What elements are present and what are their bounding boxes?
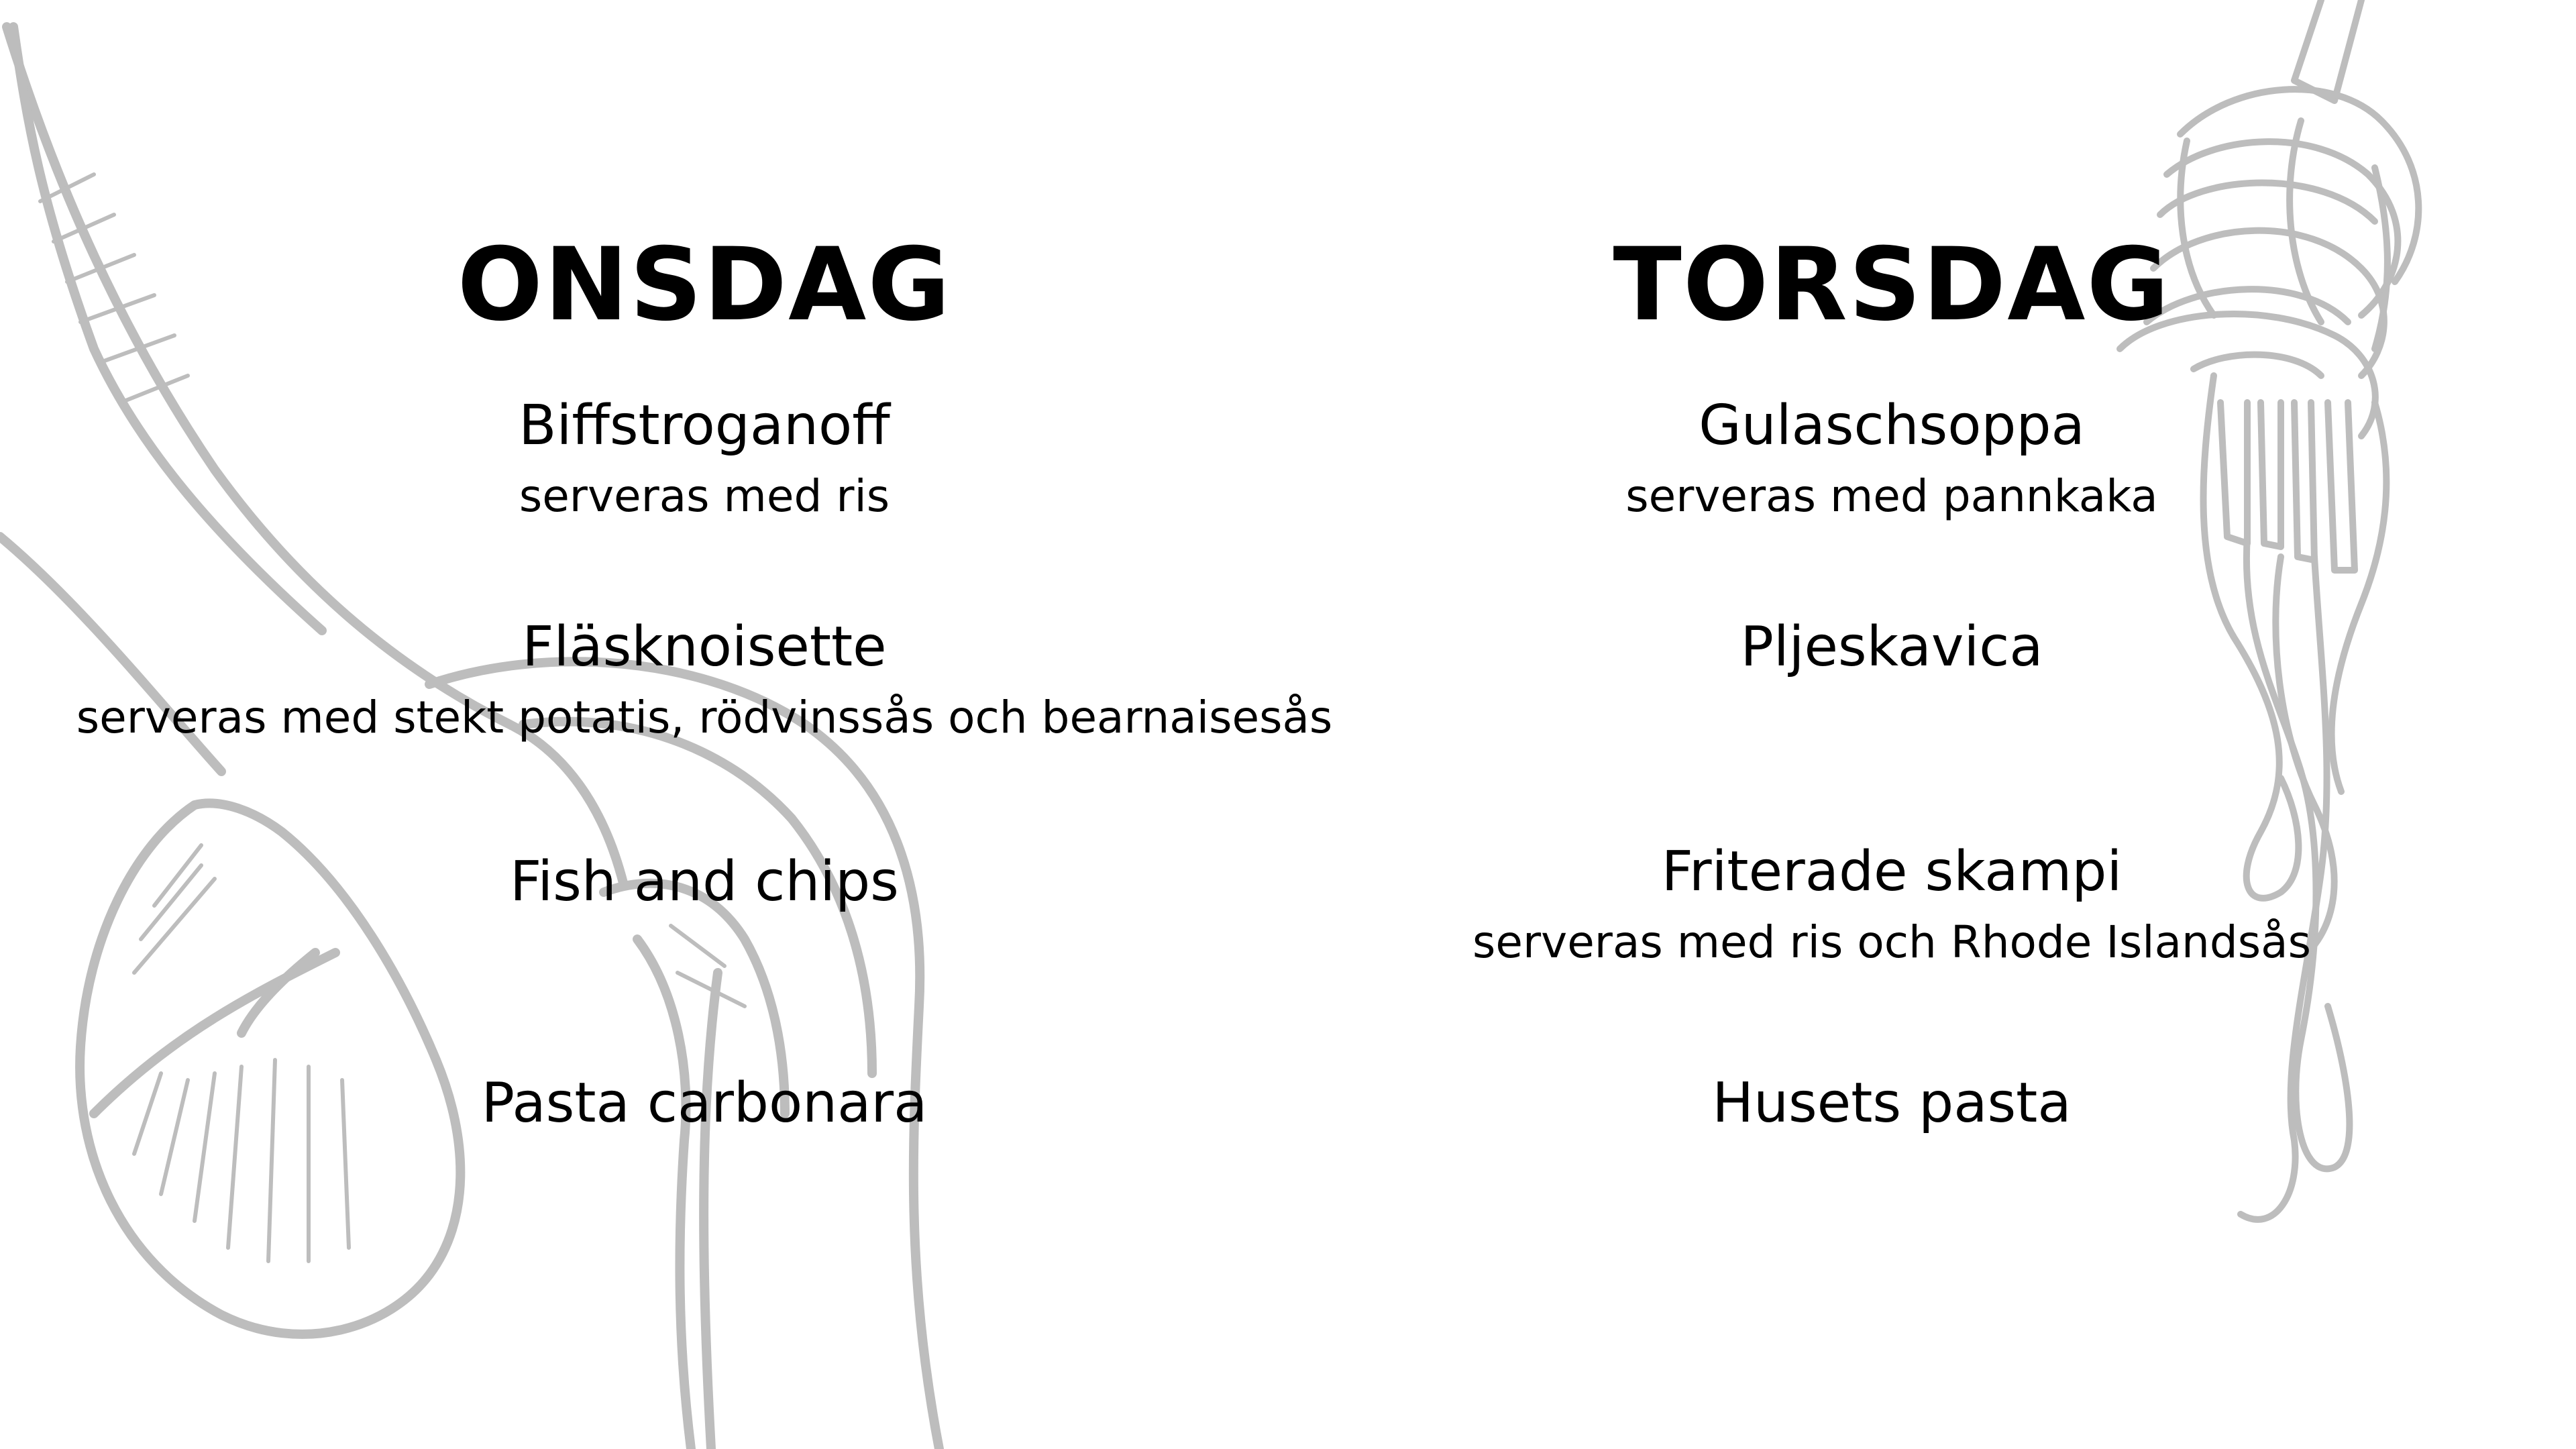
dish-name: Biffstroganoff — [519, 394, 890, 458]
dish-description: serveras med ris och Rhode Islandsås — [1472, 916, 2311, 968]
dish-item — [1409, 835, 2375, 976]
dish-name: Husets pasta — [1712, 1071, 2072, 1135]
dish-item — [1409, 1067, 2375, 1140]
dish-item — [1409, 610, 2375, 684]
dish-description: serveras med pannkaka — [1625, 470, 2158, 522]
dish-name: Pasta carbonara — [481, 1071, 928, 1135]
day-title: ONSDAG — [457, 227, 952, 343]
dish-name: Pljeskavica — [1740, 615, 2043, 679]
dish-item — [0, 389, 1409, 530]
menu-column-torsdag — [1409, 0, 2375, 1449]
dish-name: Gulaschsoppa — [1699, 394, 2085, 458]
dish-description: serveras med stekt potatis, rödvinssås och bearnaisesås — [76, 692, 1333, 743]
dish-name: Fläsknoisette — [522, 615, 887, 679]
dish-item — [0, 610, 1409, 751]
dish-name: Friterade skampi — [1661, 840, 2123, 904]
day-title: TORSDAG — [1613, 227, 2171, 343]
dish-name: Fish and chips — [510, 850, 899, 914]
dish-item — [0, 845, 1409, 919]
dish-item — [0, 1067, 1409, 1140]
dish-description: serveras med ris — [519, 470, 890, 522]
dish-item — [1409, 389, 2375, 530]
